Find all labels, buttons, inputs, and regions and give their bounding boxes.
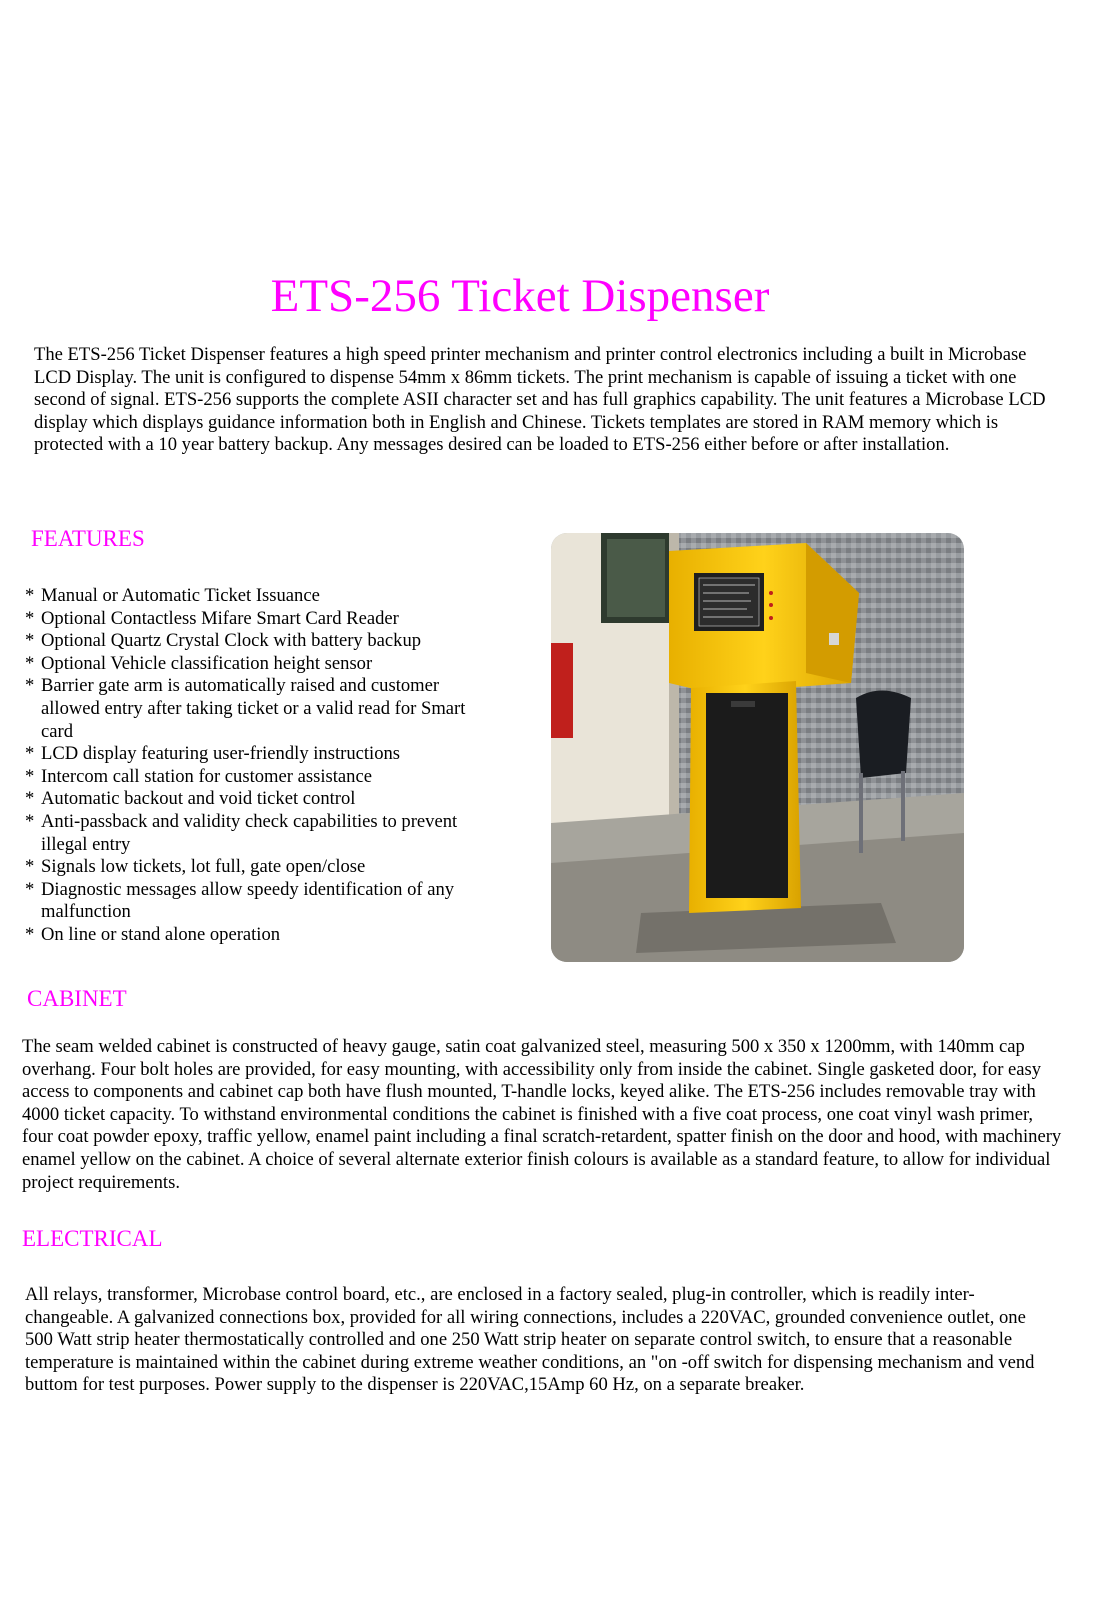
feature-item: * On line or stand alone operation <box>25 924 495 947</box>
page-title: ETS-256 Ticket Dispenser <box>270 270 770 322</box>
feature-item: * Optional Vehicle classification height sensor <box>25 653 495 676</box>
feature-item: * Optional Contactless Mifare Smart Card Reader <box>25 608 495 631</box>
feature-item: * Anti-passback and validity check capabilities to prevent illegal entry <box>25 811 495 856</box>
feature-item: * LCD display featuring user-friendly instructions <box>25 743 495 766</box>
features-heading: FEATURES <box>31 526 145 551</box>
ticket-dispenser-photo <box>551 533 964 962</box>
feature-item: * Automatic backout and void ticket control <box>25 788 495 811</box>
features-list <box>25 585 495 947</box>
electrical-paragraph: All relays, transformer, Microbase control board, etc., are enclosed in a factory sealed, plug-in controller, which is readily inter-changeable. A galvanized connections box, provided for all wiring connections, includes a 220VAC, grounded convenience outlet, one 500 Watt strip heater thermostatically controlled and one 250 Watt strip heater on separate control switch, to ensure that a reasonable temperature is maintained within the cabinet during extreme weather conditions, an "on -off switch for dispensing mechanism and vend buttom for test purposes. Power supply to the dispenser is 220VAC,15Amp 60 Hz, on a separate breaker. <box>25 1284 1035 1396</box>
electrical-heading: ELECTRICAL <box>22 1226 163 1251</box>
feature-item: * Barrier gate arm is automatically raised and customer allowed entry after taking ticket or a valid read for Smart card <box>25 675 495 743</box>
feature-item: * Diagnostic messages allow speedy identification of any malfunction <box>25 879 495 924</box>
feature-item: * Intercom call station for customer assistance <box>25 766 495 789</box>
feature-item: * Optional Quartz Crystal Clock with battery backup <box>25 630 495 653</box>
feature-item: * Manual or Automatic Ticket Issuance <box>25 585 495 608</box>
cabinet-paragraph: The seam welded cabinet is constructed of heavy gauge, satin coat galvanized steel, measuring 500 x 350 x 1200mm, with 140mm cap overhang. Four bolt holes are provided, for easy mounting, with accessibility only from inside the cabinet. Single gasketed door, for easy access to components and cabinet cap both have flush mounted, T-handle locks, keyed alike. The ETS-256 includes removable tray with 4000 ticket capacity. To withstand environmental conditions the cabinet is finished with a five coat process, one coat vinyl wash primer, four coat powder epoxy, traffic yellow, enamel paint including a final scratch-retardent, spatter finish on the door and hood, with machinery enamel yellow on the cabinet. A choice of several alternate exterior finish colours is available as a standard feature, to allow for individual project requirements. <box>22 1036 1062 1193</box>
cabinet-heading: CABINET <box>27 986 127 1011</box>
feature-item: * Signals low tickets, lot full, gate open/close <box>25 856 495 879</box>
intro-paragraph: The ETS-256 Ticket Dispenser features a high speed printer mechanism and printer control electronics including a built in Microbase LCD Display. The unit is configured to dispense 54mm x 86mm tickets. The print mechanism is capable of issuing a ticket with one second of signal. ETS-256 supports the complete ASII character set and has full graphics capability. The unit features a Microbase LCD display which displays guidance information both in English and Chinese. Tickets templates are stored in RAM memory which is protected with a 10 year battery backup. Any messages desired can be loaded to ETS-256 either before or after installation. <box>34 344 1046 456</box>
